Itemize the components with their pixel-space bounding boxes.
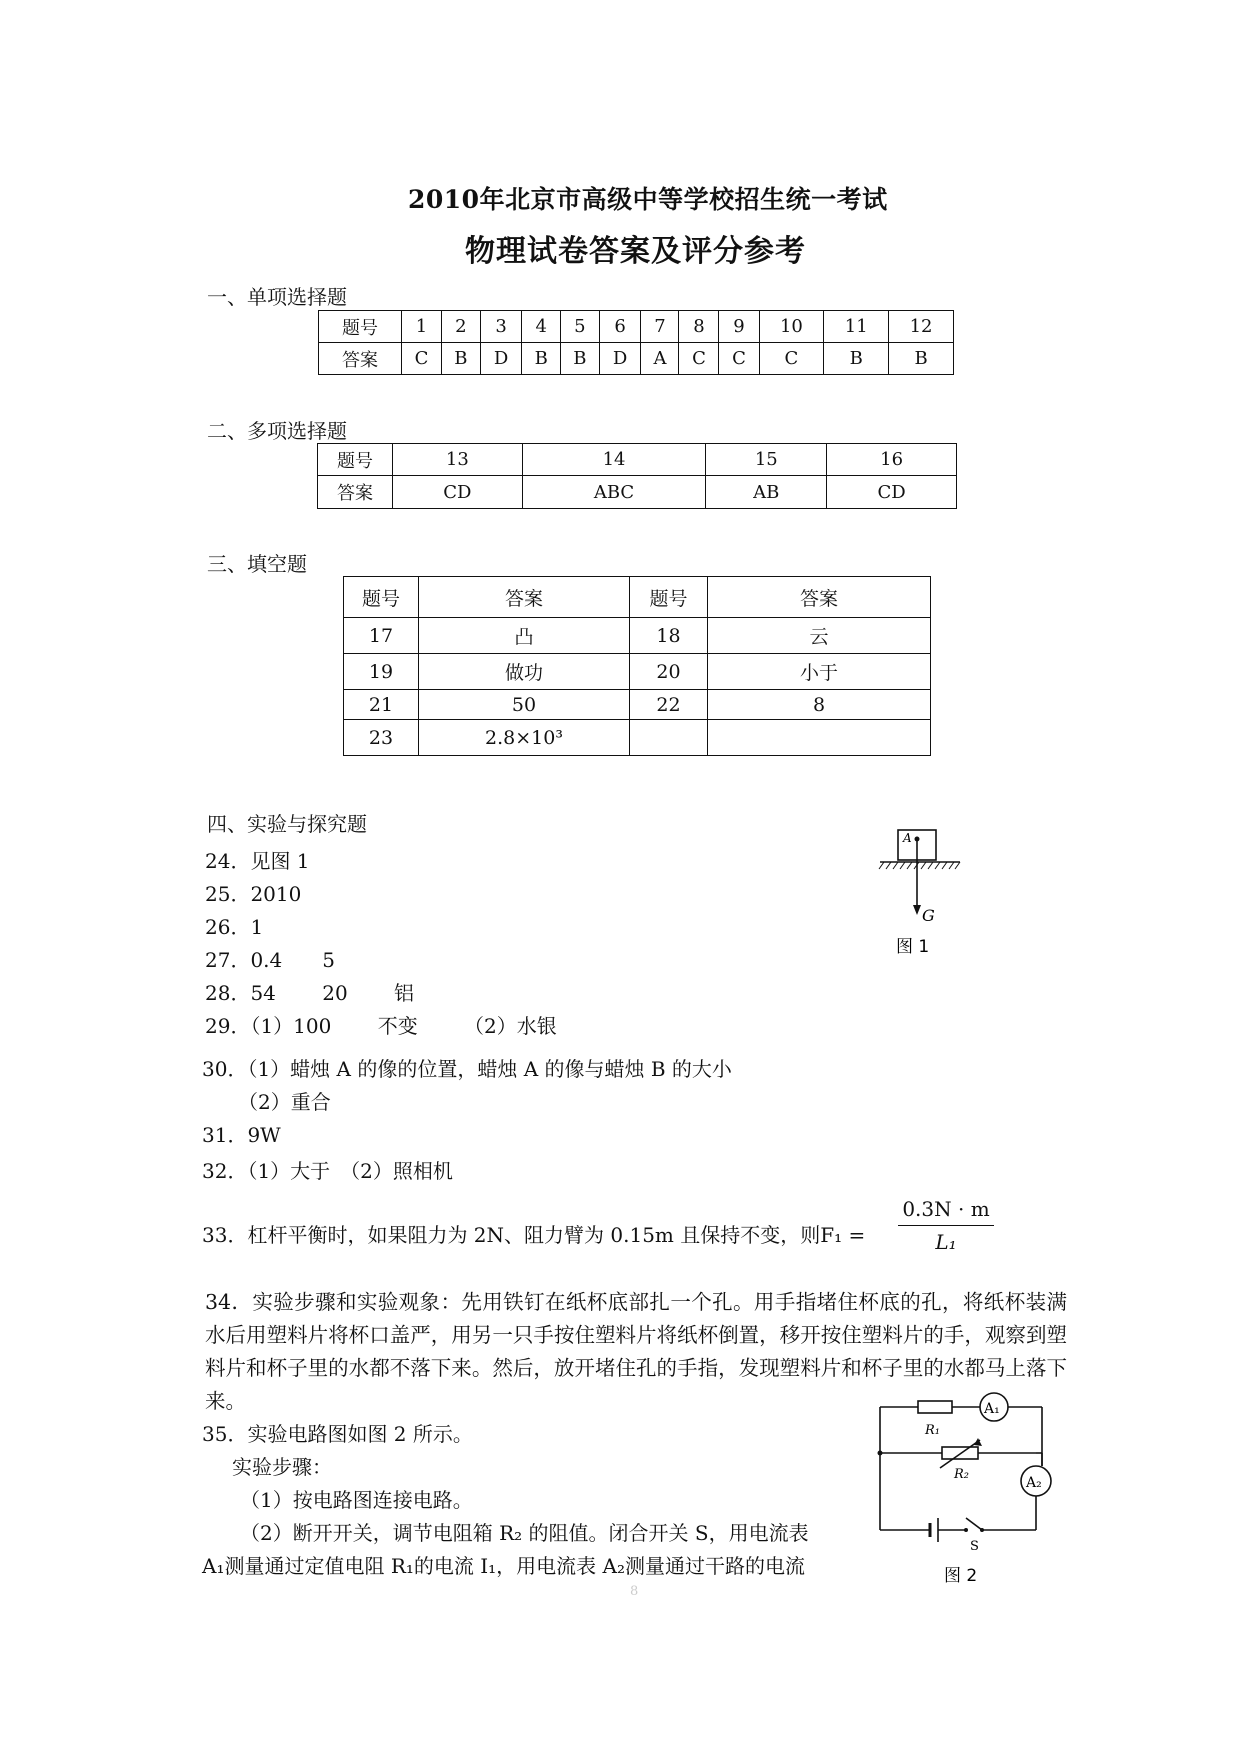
fill-in-table bbox=[343, 576, 931, 756]
answer-35-line3: （1）按电路图连接电路。 bbox=[240, 1488, 473, 1512]
answer-cell: B bbox=[442, 343, 481, 375]
answer-35-line1: 35．实验电路图如图 2 所示。 bbox=[202, 1422, 473, 1446]
single-choice-table bbox=[318, 310, 954, 375]
figure-1-caption: 图 1 bbox=[896, 937, 930, 957]
answer-cell: C bbox=[759, 343, 824, 375]
answer-cell: 做功 bbox=[419, 654, 630, 690]
fraction-numerator: 0.3N · m bbox=[902, 1197, 990, 1221]
question-number-cell: 22 bbox=[630, 690, 708, 720]
answer-cell: C bbox=[679, 343, 719, 375]
question-number-cell: 2 bbox=[442, 311, 481, 343]
question-number-cell bbox=[630, 720, 708, 756]
question-number-cell: 4 bbox=[522, 311, 561, 343]
answer-cell: B bbox=[522, 343, 561, 375]
answer-29: 29．（1）100 不变 （2）水银 bbox=[205, 1014, 557, 1038]
answer-cell: 小于 bbox=[708, 654, 931, 690]
row-head-number: 题号 bbox=[318, 444, 393, 476]
answer-35-line2: 实验步骤： bbox=[232, 1455, 332, 1479]
question-number-cell: 17 bbox=[344, 618, 419, 654]
figure-2-label-r2: R₂ bbox=[954, 1467, 969, 1482]
header-number: 题号 bbox=[344, 577, 419, 618]
answer-cell: 8 bbox=[708, 690, 931, 720]
question-number-cell: 6 bbox=[599, 311, 641, 343]
question-number-cell: 23 bbox=[344, 720, 419, 756]
exam-subtitle: 物理试卷答案及评分参考 bbox=[465, 234, 806, 269]
page-number: 8 bbox=[630, 1584, 639, 1599]
figure-2-circuit bbox=[870, 1390, 1070, 1590]
table-row bbox=[344, 654, 931, 690]
answer-30-part1: 30．（1）蜡烛 A 的像的位置，蜡烛 A 的像与蜡烛 B 的大小 bbox=[202, 1057, 732, 1081]
question-number-cell: 7 bbox=[641, 311, 679, 343]
figure-1-label-g: G bbox=[922, 906, 935, 925]
section-2-heading: 二、多项选择题 bbox=[207, 419, 347, 443]
answer-31: 31．9W bbox=[202, 1123, 281, 1147]
answer-cell: A bbox=[641, 343, 679, 375]
answer-cell: CD bbox=[393, 476, 523, 509]
answer-32: 32．（1）大于 （2）照相机 bbox=[202, 1159, 453, 1183]
question-number-cell: 1 bbox=[402, 311, 442, 343]
answer-30-part2: （2）重合 bbox=[238, 1090, 331, 1114]
figure-1-diagram bbox=[860, 825, 980, 960]
answer-cell: 2.8×10³ bbox=[419, 720, 630, 756]
row-head-number: 题号 bbox=[319, 311, 402, 343]
figure-1-label-a: A bbox=[903, 831, 912, 845]
table-row bbox=[344, 618, 931, 654]
answer-27: 27．0.4 5 bbox=[205, 948, 335, 972]
header-number: 题号 bbox=[630, 577, 708, 618]
answer-28: 28．54 20 铝 bbox=[205, 981, 415, 1005]
answer-cell: C bbox=[719, 343, 759, 375]
figure-2-label-a2: A₂ bbox=[1026, 1475, 1042, 1491]
answer-26: 26．1 bbox=[205, 915, 264, 939]
figure-2-label-a1: A₁ bbox=[984, 1401, 1000, 1417]
answer-24: 24．见图 1 bbox=[205, 849, 310, 873]
question-number-cell: 20 bbox=[630, 654, 708, 690]
section-4-heading: 四、实验与探究题 bbox=[207, 812, 367, 836]
section-3-heading: 三、填空题 bbox=[207, 552, 307, 576]
exam-title: 2010年北京市高级中等学校招生统一考试 bbox=[408, 185, 888, 214]
question-number-cell: 10 bbox=[759, 311, 824, 343]
answer-cell: 云 bbox=[708, 618, 931, 654]
answer-cell: AB bbox=[706, 476, 827, 509]
header-answer: 答案 bbox=[419, 577, 630, 618]
question-number-cell: 13 bbox=[393, 444, 523, 476]
figure-2-caption: 图 2 bbox=[944, 1566, 978, 1586]
answer-cell: D bbox=[480, 343, 522, 375]
answer-35-line5: A₁测量通过定值电阻 R₁的电流 I₁，用电流表 A₂测量通过干路的电流 bbox=[202, 1554, 805, 1578]
answer-cell: C bbox=[402, 343, 442, 375]
answer-cell: B bbox=[561, 343, 600, 375]
question-number-cell: 16 bbox=[827, 444, 957, 476]
answer-cell bbox=[708, 720, 931, 756]
answer-34: 34．实验步骤和实验观象：先用铁钉在纸杯底部扎一个孔。用手指堵住杯底的孔，将纸杯装满水后用塑料片将杯口盖严，用另一只手按住塑料片将纸杯倒置，移开按住塑料片的手，观察到塑料片和杯子里的水都不落下来。然后，放开堵住孔的手指，发现塑料片和杯子里的水都马上落下来。 bbox=[205, 1290, 1067, 1413]
answer-cell: B bbox=[889, 343, 954, 375]
figure-2-label-s: S bbox=[970, 1539, 979, 1554]
header-answer: 答案 bbox=[708, 577, 931, 618]
question-number-cell: 12 bbox=[889, 311, 954, 343]
question-number-cell: 19 bbox=[344, 654, 419, 690]
fraction-bar bbox=[898, 1225, 994, 1226]
table-row bbox=[344, 720, 931, 756]
question-number-cell: 9 bbox=[719, 311, 759, 343]
answer-cell: B bbox=[824, 343, 889, 375]
figure-2-label-r1: R₁ bbox=[925, 1423, 940, 1438]
section-1-heading: 一、单项选择题 bbox=[207, 285, 347, 309]
answer-35-line4: （2）断开开关，调节电阻箱 R₂ 的阻值。闭合开关 S，用电流表 bbox=[240, 1521, 809, 1545]
fraction-denominator: L₁ bbox=[935, 1230, 957, 1254]
answer-33-text: 33．杠杆平衡时，如果阻力为 2N、阻力臂为 0.15m 且保持不变，则F₁ = bbox=[202, 1223, 866, 1247]
question-number-cell: 15 bbox=[706, 444, 827, 476]
row-head-answer: 答案 bbox=[319, 343, 402, 375]
question-number-cell: 14 bbox=[522, 444, 706, 476]
question-number-cell: 5 bbox=[561, 311, 600, 343]
answer-cell: 凸 bbox=[419, 618, 630, 654]
answer-cell: 50 bbox=[419, 690, 630, 720]
question-number-cell: 21 bbox=[344, 690, 419, 720]
multiple-choice-table bbox=[317, 443, 957, 509]
question-number-cell: 8 bbox=[679, 311, 719, 343]
row-head-answer: 答案 bbox=[318, 476, 393, 509]
question-number-cell: 11 bbox=[824, 311, 889, 343]
answer-cell: D bbox=[599, 343, 641, 375]
answer-cell: CD bbox=[827, 476, 957, 509]
fraction bbox=[898, 1195, 994, 1256]
answer-cell: ABC bbox=[522, 476, 706, 509]
question-number-cell: 3 bbox=[480, 311, 522, 343]
answer-25: 25．2010 bbox=[205, 882, 302, 906]
table-row bbox=[344, 690, 931, 720]
question-number-cell: 18 bbox=[630, 618, 708, 654]
